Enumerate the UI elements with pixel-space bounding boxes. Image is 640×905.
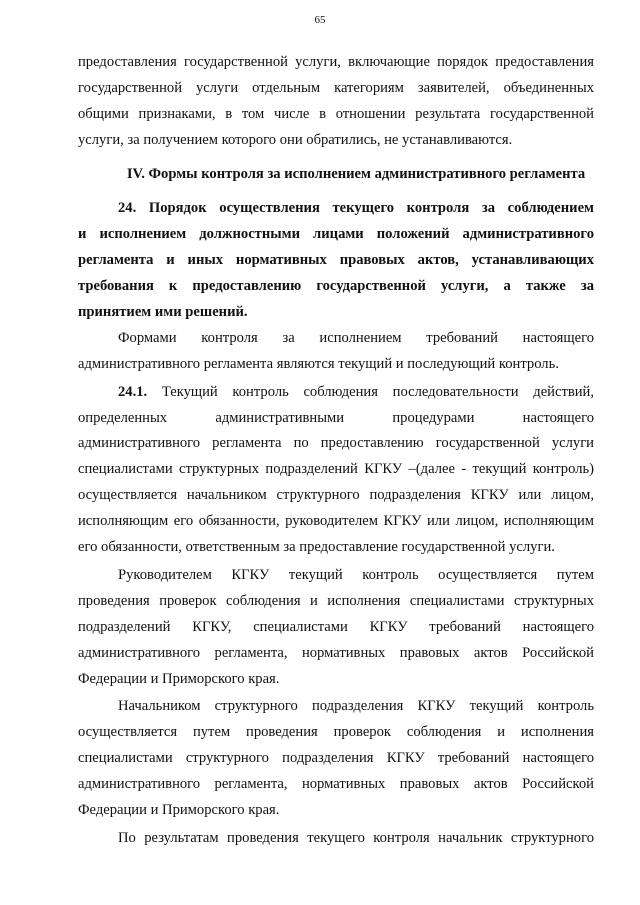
text-line: регламента и иных нормативных правовых актов, устанавливающих — [78, 252, 594, 269]
text-line: осуществляется начальником структурного подразделения КГКУ или лицом, — [78, 487, 594, 504]
text-line: специалистами структурных подразделений КГКУ –(далее - текущий контроль) — [78, 461, 594, 478]
text-line: специалистами структурного подразделения КГКУ требований настоящего — [78, 750, 594, 767]
text-line: требования к предоставлению государственной услуги, а также за — [78, 278, 594, 295]
item-24-heading — [78, 196, 594, 325]
text-line: и исполнением должностными лицами положений административного — [78, 226, 594, 243]
text-line: административного регламента, нормативных правовых актов Российской — [78, 644, 594, 661]
text-line: По результатам проведения текущего контроля начальник структурного — [118, 829, 594, 846]
text-line: предоставления государственной услуги, включающие порядок предоставления — [78, 54, 594, 70]
text-line: Федерации и Приморского края. — [78, 801, 280, 818]
text-line: государственной услуги отдельным категориям заявителей, объединенных — [78, 79, 594, 96]
text-line: принятием ими решений. — [78, 304, 248, 321]
text-line: Федерации и Приморского края. — [78, 670, 280, 687]
document-body — [78, 50, 594, 852]
text-line-rest: Текущий контроль соблюдения последовательности действий, — [147, 383, 594, 400]
text-line: общими признаками, в том числе в отношении результата государственной — [78, 105, 594, 122]
text-line: административного регламента, нормативных правовых актов Российской — [78, 776, 594, 793]
text-line: проведения проверок соблюдения и исполнения специалистами структурных — [78, 592, 594, 609]
section-heading: IV. Формы контроля за исполнением административного регламента — [126, 165, 586, 182]
head-paragraph — [78, 694, 594, 823]
text-line: исполняющим его обязанности, руководителем КГКУ или лицом, исполняющим — [78, 513, 594, 530]
results-paragraph — [78, 826, 594, 852]
forms-paragraph — [78, 326, 594, 378]
text-line: Начальником структурного подразделения КГКУ текущий контроль — [118, 698, 594, 715]
text-line: определенных административными процедурами настоящего — [78, 409, 594, 426]
director-paragraph — [78, 563, 594, 692]
text-line — [78, 380, 594, 406]
text-line: административного регламента по предоставлению государственной услуги — [78, 435, 594, 452]
text-line: его обязанности, ответственным за предоставление государственной услуги. — [78, 539, 555, 556]
intro-paragraph — [78, 50, 594, 154]
item-24-1-paragraph — [78, 380, 594, 561]
page-number: 65 — [314, 14, 326, 26]
text-line: административного регламента являются текущий и последующий контроль. — [78, 355, 559, 372]
text-line: услуги, за получением которого они обратились, не устанавливаются. — [78, 131, 513, 148]
text-line: 24. Порядок осуществления текущего контроля за соблюдением — [118, 200, 594, 217]
text-line: Формами контроля за исполнением требований настоящего — [118, 329, 594, 346]
text-line: Руководителем КГКУ текущий контроль осуществляется путем — [118, 566, 594, 583]
item-number: 24.1. — [118, 383, 148, 400]
text-line: подразделений КГКУ, специалистами КГКУ требований настоящего — [78, 618, 594, 635]
text-line: осуществляется путем проведения проверок соблюдения и исполнения — [78, 724, 594, 741]
